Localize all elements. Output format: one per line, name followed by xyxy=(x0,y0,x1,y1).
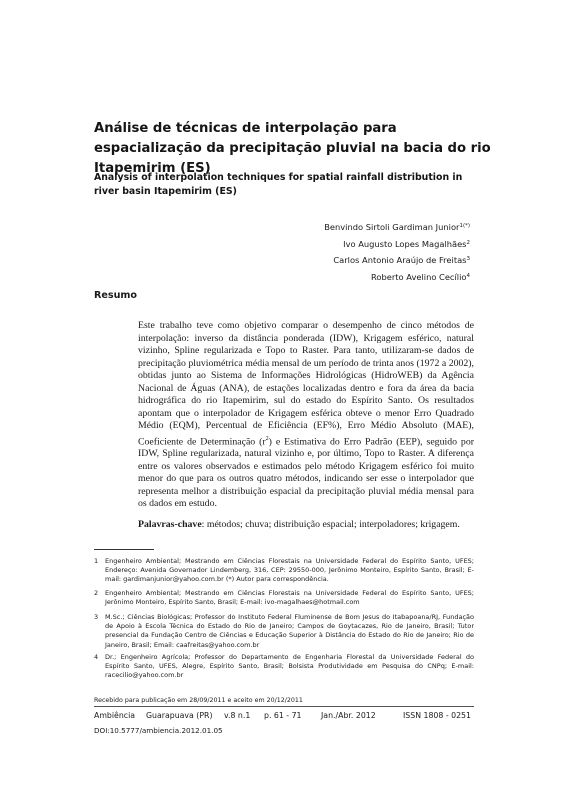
keywords-label: Palavras-chave xyxy=(138,519,202,530)
author-name: Roberto Avelino Cecílio xyxy=(371,271,467,282)
author xyxy=(324,236,470,253)
footnote-number: 4 xyxy=(94,653,99,661)
journal-name: Ambiência xyxy=(94,711,136,720)
abstract-text: ) e Estimativa do Erro Padrão (EEP), seguido por IDW, Spline regularizada, natural vizinho e, por último, Topo to Raster. A diferença entre os valores observados e estimados pelo método Krigagem esférico foi muito menor do que para os outros quatro métodos, indicando ser esse o interpolador que representa melhor a distribuição espacial da precipitação pluvial média mensal para os dados em estudo. xyxy=(138,435,474,510)
keywords xyxy=(138,519,478,532)
footnote-text: Dr.; Engenheiro Agrícola; Professor do Departamento de Engenharia Florestal da Universidade Federal do Espírito Santo, UFES, Alegre, Espírito Santo, Brasil; Bolsista Produtividade em Pesquisa do CNPq; E-mail: racecilio@yahoo.com.br xyxy=(105,653,474,680)
author xyxy=(324,219,470,236)
footnote xyxy=(94,589,474,607)
section-heading-resumo: Resumo xyxy=(94,290,138,301)
author-affiliation-mark: 2 xyxy=(466,239,470,246)
footnote-separator xyxy=(94,549,154,550)
author-affiliation-mark: 3 xyxy=(466,256,470,262)
author-list xyxy=(324,219,470,285)
journal-pages: p. 61 - 71 xyxy=(264,711,302,720)
author xyxy=(324,269,470,286)
doi: DOI:10.5777/ambiencia.2012.01.05 xyxy=(94,726,223,735)
article-title: Análise de técnicas de interpolação para espacialização da precipitação pluvial na bacia do rio Itapemirim (ES) xyxy=(94,121,491,176)
author-name: Carlos Antonio Araújo de Freitas xyxy=(333,255,467,265)
journal-city: Guarapuava (PR) xyxy=(146,711,213,720)
footnote-number: 3 xyxy=(94,613,99,621)
footer-rule xyxy=(94,706,474,707)
footnote xyxy=(94,557,474,585)
author-affiliation-mark: 1(*) xyxy=(459,223,470,229)
footnote-number: 1 xyxy=(94,557,99,565)
keywords-text: : métodos; chuva; distribuição espacial; interpoladores; krigagem. xyxy=(201,519,460,530)
abstract-body xyxy=(138,320,474,511)
author-name: Ivo Augusto Lopes Magalhães xyxy=(343,238,467,249)
footnote xyxy=(94,653,474,681)
superscript: 2 xyxy=(265,435,269,442)
footnote-text: Engenheiro Ambiental; Mestrando em Ciências Florestais na Universidade Federal do Espírito Santo, UFES; Endereço: Avenida Governador Lindemberg, 316, CEP: 29550-000, Jerônimo Monteiro, Espírito Santo, Brasil; E-mail: gardimanjunior@yahoo.com.br (*) Autor para correspondência. xyxy=(105,557,474,584)
footnote xyxy=(94,613,474,650)
journal-date: Jan./Abr. 2012 xyxy=(321,711,376,720)
footnote-text: M.Sc.; Ciências Biológicas; Professor do Instituto Federal Fluminense de Bom Jesus do Itabapoana/RJ, Fundação de Apoio à Escola Técnica do Estado do Rio de Janeiro; Campos de Goytacazes, Rio de Janeiro, Brasil; Tutor presencial da Fundação Centro de Ciências e Educação Superior à Distância do Estado do Rio de Janeiro; Rio de Janeiro, Brasil; Email: caafreitas@yahoo.com.br xyxy=(105,613,474,649)
journal-issn: ISSN 1808 - 0251 xyxy=(403,711,471,720)
author xyxy=(324,252,470,269)
abstract-text: Este trabalho teve como objetivo comparar o desempenho de cinco métodos de interpolação: inverso da distância ponderada (IDW), Krigagem esférico, natural vizinho, Spline regularizada e Topo to Raster. Para tanto, utilizaram-se dados de precipitação pluviométrica média mensal de um período de trinta anos (1972 a 2002), obtidas junto ao Sistema de Informações Hidrológicas (HidroWEB) da Agência Nacional de Águas (ANA), de estações localizadas dentro e fora da área da bacia hidrográfica do rio Itapemirim, sul do estado do Espírito Santo. Os resultados apontam que o interpolador de Krigagem esférica obteve o menor Erro Quadrado Médio (EQM), Percentual de Eficiência (EF%), Erro Médio Absoluto (MAE), Coeficiente de Determinação (r xyxy=(138,320,474,447)
author-name: Benvindo Sirtoli Gardiman Junior xyxy=(324,222,460,232)
english-title: Analysis of interpolation techniques for spatial rainfall distribution in river basin Itapemirim (ES) xyxy=(94,172,463,197)
footnote-number: 2 xyxy=(94,589,99,597)
received-date: Recebido para publicação em 28/09/2011 e aceito em 20/12/2011 xyxy=(94,697,303,704)
footnote-text: Engenheiro Ambiental; Mestrando em Ciências Florestais na Universidade Federal do Espírito Santo, UFES; Jerônimo Monteiro, Espírito Santo, Brasil; E-mail: ivo-magalhaes@hotmail.com xyxy=(105,589,474,607)
author-affiliation-mark: 4 xyxy=(466,272,470,279)
journal-volume: v.8 n.1 xyxy=(224,711,251,720)
